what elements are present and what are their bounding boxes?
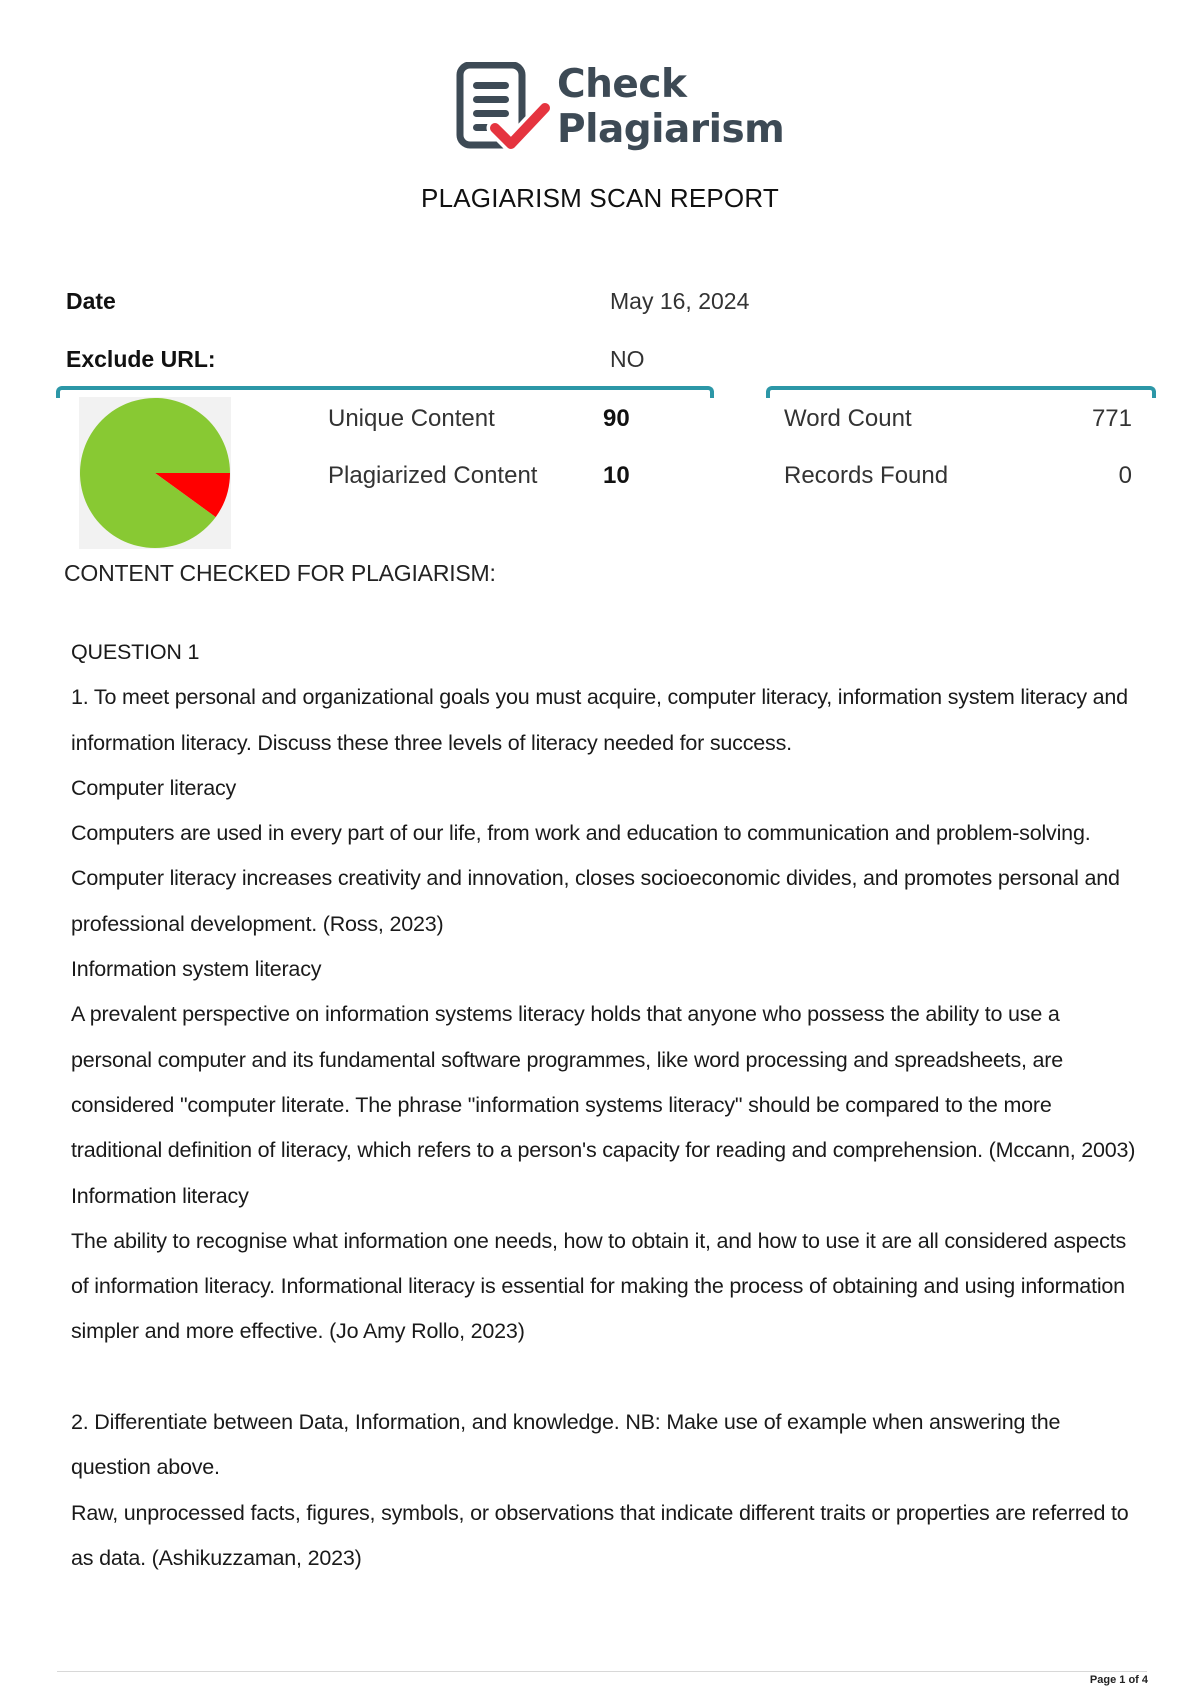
word-count-value: 771 xyxy=(1091,405,1132,432)
question-1-text: 1. To meet personal and organizational goals you must acquire, computer literacy, information system literacy and information literacy. Discuss these three levels of literacy needed for success. xyxy=(71,685,1128,755)
word-count-label: Word Count xyxy=(784,405,912,432)
heading-information-literacy: Information literacy xyxy=(71,1183,249,1208)
logo-line-plagiarism: Plagiarism xyxy=(557,107,785,152)
question-2-text: 2. Differentiate between Data, Information, and knowledge. NB: Make use of example when answering the question above. xyxy=(71,1410,1061,1480)
paragraph-data: Raw, unprocessed facts, figures, symbols, or observations that indicate different traits or properties are referred to as data. (Ashikuzzaman, 2023) xyxy=(71,1500,1129,1570)
heading-information-system-literacy: Information system literacy xyxy=(71,957,322,982)
summary-right-bracket xyxy=(766,386,1156,398)
footer-divider xyxy=(57,1671,1147,1672)
exclude-url-label: Exclude URL: xyxy=(66,346,216,372)
plagiarism-pie-chart xyxy=(79,397,231,549)
plagiarized-content-value: 10 xyxy=(603,462,630,489)
records-found-label: Records Found xyxy=(784,462,949,489)
exclude-url-value: NO xyxy=(610,346,645,372)
unique-content-label: Unique Content xyxy=(328,405,495,432)
paragraph-information-system-literacy: A prevalent perspective on information systems literacy holds that anyone who possess the ability to use a personal computer and its fundamental software programmes, like word processing and spreadsheets, are considered "computer literate. The phrase "information systems literacy" should be compared to the more traditional definition of literacy, which refers to a person's capacity for reading and comprehension. (Mccann, 2003) xyxy=(71,1002,1136,1163)
paragraph-gap xyxy=(71,1355,1141,1400)
plagiarized-content-label: Plagiarized Content xyxy=(328,462,538,489)
question-heading: QUESTION 1 xyxy=(71,640,200,664)
logo-line-check: Check xyxy=(557,62,687,107)
section-title: CONTENT CHECKED FOR PLAGIARISM: xyxy=(64,560,496,586)
paragraph-computer-literacy: Computers are used in every part of our life, from work and education to communication and problem-solving. Computer literacy increases creativity and innovation, closes socioeconomic divides, and promotes personal and professional development. (Ross, 2023) xyxy=(71,821,1120,936)
pie-chart-panel xyxy=(79,397,231,549)
date-label: Date xyxy=(66,288,116,314)
pie-slice-unique-content xyxy=(80,398,230,548)
page-number: Page 1 of 4 xyxy=(1089,1674,1148,1686)
paragraph-information-literacy: The ability to recognise what information one needs, how to obtain it, and how to use it are all considered aspects of information literacy. Informational literacy is essential for making the process of obtaining and using information simpler and more effective. (Jo Amy Rollo, 2023) xyxy=(71,1228,1127,1344)
date-value: May 16, 2024 xyxy=(610,288,750,314)
unique-content-value: 90 xyxy=(603,405,630,432)
check-plagiarism-logo xyxy=(455,62,785,154)
heading-computer-literacy: Computer literacy xyxy=(71,775,237,800)
document-check-icon xyxy=(455,62,553,154)
report-title: PLAGIARISM SCAN REPORT xyxy=(421,183,779,213)
records-found-value: 0 xyxy=(1118,462,1132,489)
checked-content xyxy=(71,630,1141,1581)
